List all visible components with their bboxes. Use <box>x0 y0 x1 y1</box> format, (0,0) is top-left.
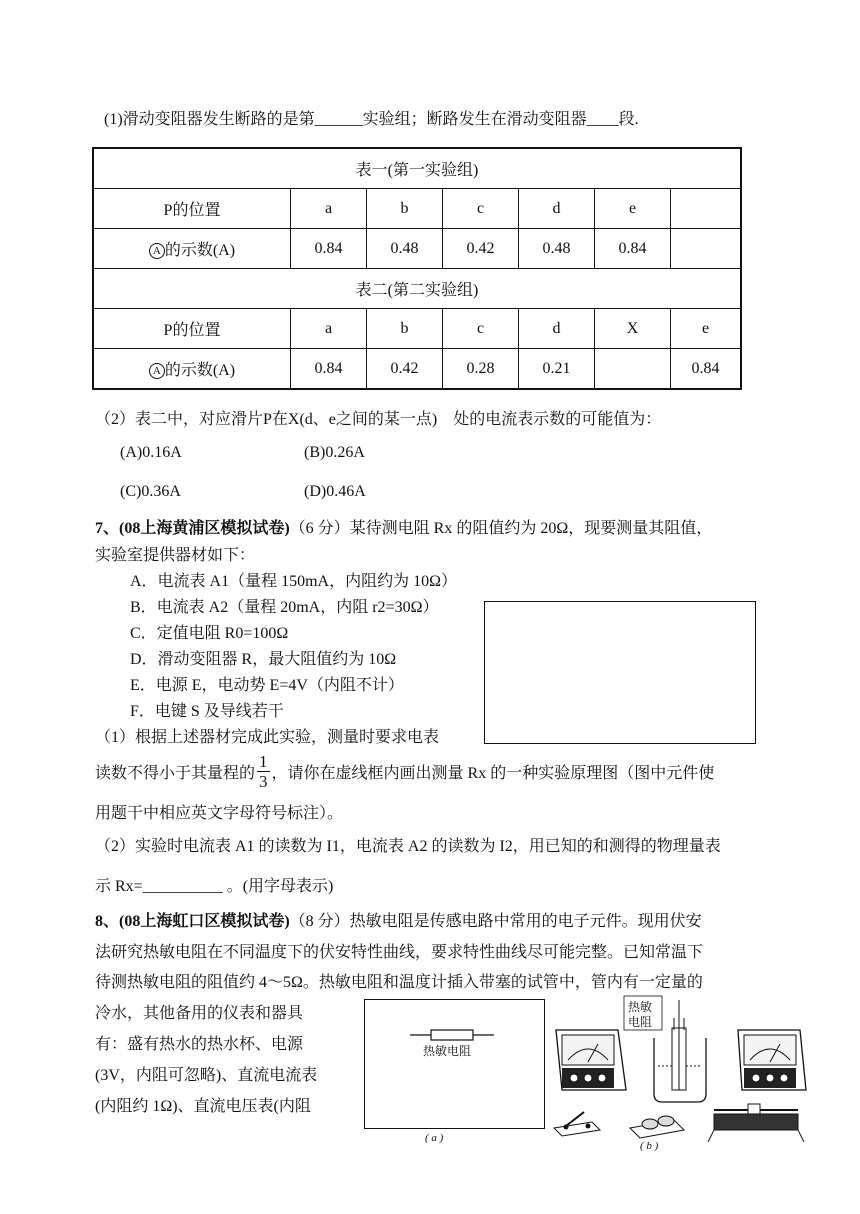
q7-item-e: E．电源 E，电动势 E=4V（内阻不计） <box>130 677 404 694</box>
table1-current-label <box>93 229 291 269</box>
figure-b-label-2: 电阻 <box>628 1015 653 1029</box>
table2-current-row <box>93 349 741 390</box>
table-cell: c <box>443 189 519 229</box>
q7-source: 7、(08上海黄浦区模拟试卷) <box>95 520 290 537</box>
question-part1: (1)滑动变阻器发生断路的是第______实验组；断路发生在滑动变阻器____段. <box>104 111 639 128</box>
option-b: (B)0.26A <box>304 444 365 461</box>
table-cell: 0.28 <box>443 349 519 390</box>
voltmeter-device-icon <box>738 1030 806 1090</box>
figure-b-label-1: 热敏 <box>628 1000 653 1014</box>
table-cell: 0.42 <box>367 349 443 390</box>
table2-position-row <box>93 309 741 349</box>
q8-side-line4: (内阻约 1Ω)、直流电压表(内阻 <box>95 1098 311 1115</box>
figure-b-caption: ( b ) <box>640 1140 659 1152</box>
q7-line2: 实验室提供器材如下： <box>95 547 256 564</box>
current-label-text: 的示数(A) <box>164 242 236 259</box>
table-cell <box>671 229 742 269</box>
q7-heading <box>95 515 712 538</box>
ammeter-icon: A <box>149 243 165 259</box>
table-cell: a <box>291 189 367 229</box>
q8-source: 8、(08上海虹口区模拟试卷) <box>95 913 290 930</box>
current-label-text: 的示数(A) <box>164 362 236 379</box>
fraction-numerator: 1 <box>259 752 268 771</box>
q8-side-line2: 有：盛有热水的热水杯、电源 <box>95 1036 304 1053</box>
q7-item-d: D．滑动变阻器 R，最大阻值约为 10Ω <box>130 651 397 668</box>
figure-a-caption: ( a ) <box>425 1132 444 1144</box>
rheostat-icon <box>708 1104 804 1142</box>
table2-current-label <box>93 349 291 390</box>
option-c: (C)0.36A <box>120 483 181 500</box>
thermistor-symbol-icon <box>365 1000 544 1128</box>
figure-b-apparatus <box>548 990 808 1152</box>
table-cell: 0.84 <box>291 349 367 390</box>
q7-p1-post: ，请你在虚线框内画出测量 Rx 的一种实验原理图（图中元件使 <box>271 765 715 782</box>
circuit-drawing-box[interactable] <box>484 601 756 744</box>
table-cell <box>671 189 742 229</box>
q7-part1-line1: （1）根据上述器材完成此实验，测量时要求电表 <box>95 729 440 746</box>
q8-line2: 法研究热敏电阻在不同温度下的伏安特性曲线，要求特性曲线尽可能完整。已知常温下 <box>95 944 704 961</box>
table1-position-row <box>93 189 741 229</box>
table-cell: b <box>367 189 443 229</box>
table2-title-row <box>93 269 741 309</box>
table-cell: e <box>671 309 742 349</box>
table-cell: 0.48 <box>519 229 595 269</box>
table-cell <box>595 349 671 390</box>
ammeter-icon: A <box>149 363 165 379</box>
question-part2: （2）表二中，对应滑片P在X(d、e之间的某一点) 处的电流表示数的可能值为： <box>95 411 662 428</box>
table1-title-row <box>93 148 741 189</box>
fraction-denominator: 3 <box>259 772 268 791</box>
table-cell: a <box>291 309 367 349</box>
q7-item-a: A．电流表 A1（量程 150mA，内阻约为 10Ω） <box>130 573 458 590</box>
table-cell: 0.21 <box>519 349 595 390</box>
table-cell: d <box>519 189 595 229</box>
table1-pos-label: P的位置 <box>93 189 291 229</box>
figure-a-label: 热敏电阻 <box>423 1044 472 1058</box>
table2-pos-label: P的位置 <box>93 309 291 349</box>
q8-side-line1: 冷水，其他备用的仪表和器具 <box>95 1005 304 1022</box>
q8-line3: 待测热敏电阻的阻值约 4～5Ω。热敏电阻和温度计插入带塞的试管中，管内有一定量的 <box>95 974 703 991</box>
table1-current-row <box>93 229 741 269</box>
q7-part2-line1: （2）实验时电流表 A1 的读数为 I1，电流表 A2 的读数为 I2，用已知的和测得的物理量表 <box>95 838 721 855</box>
table-cell: X <box>595 309 671 349</box>
q7-item-c: C．定值电阻 R0=100Ω <box>130 625 289 642</box>
q7-part2-line2: 示 Rx=__________ 。(用字母表示) <box>95 878 334 895</box>
option-a: (A)0.16A <box>120 444 182 461</box>
battery-icon <box>630 1116 684 1138</box>
figure-a-frame <box>364 999 545 1129</box>
q8-heading <box>95 908 702 931</box>
table-cell: 0.84 <box>595 229 671 269</box>
q7-item-b: B．电流表 A2（量程 20mA，内阻 r2=30Ω） <box>130 599 439 616</box>
switch-icon <box>554 1112 600 1136</box>
table-cell: c <box>443 309 519 349</box>
q8-line1: （8 分）热敏电阻是传感电路中常用的电子元件。现用伏安 <box>289 913 702 930</box>
table2-title: 表二(第二实验组) <box>93 269 741 309</box>
table-cell: d <box>519 309 595 349</box>
table-cell: b <box>367 309 443 349</box>
data-table <box>92 147 742 390</box>
q7-part1-line3: 用题干中相应英文字母符号标注）。 <box>95 805 344 822</box>
table-cell: 0.42 <box>443 229 519 269</box>
table-cell: e <box>595 189 671 229</box>
q7-item-f: F．电键 S 及导线若干 <box>130 703 284 720</box>
q7-p1-pre: 读数不得小于其量程的 <box>95 765 256 782</box>
q7-part1-line2 <box>95 752 714 791</box>
q7-line1: （6 分）某待测电阻 Rx 的阻值约为 20Ω，现要测量其阻值， <box>289 520 713 537</box>
ammeter-device-icon <box>556 1030 626 1090</box>
option-d: (D)0.46A <box>304 483 366 500</box>
table-cell: 0.48 <box>367 229 443 269</box>
table-cell: 0.84 <box>671 349 742 390</box>
q8-side-line3: (3V，内阻可忽略)、直流电流表 <box>95 1067 318 1084</box>
table-cell: 0.84 <box>291 229 367 269</box>
fraction-one-third <box>257 752 270 791</box>
table1-title: 表一(第一实验组) <box>93 148 741 189</box>
